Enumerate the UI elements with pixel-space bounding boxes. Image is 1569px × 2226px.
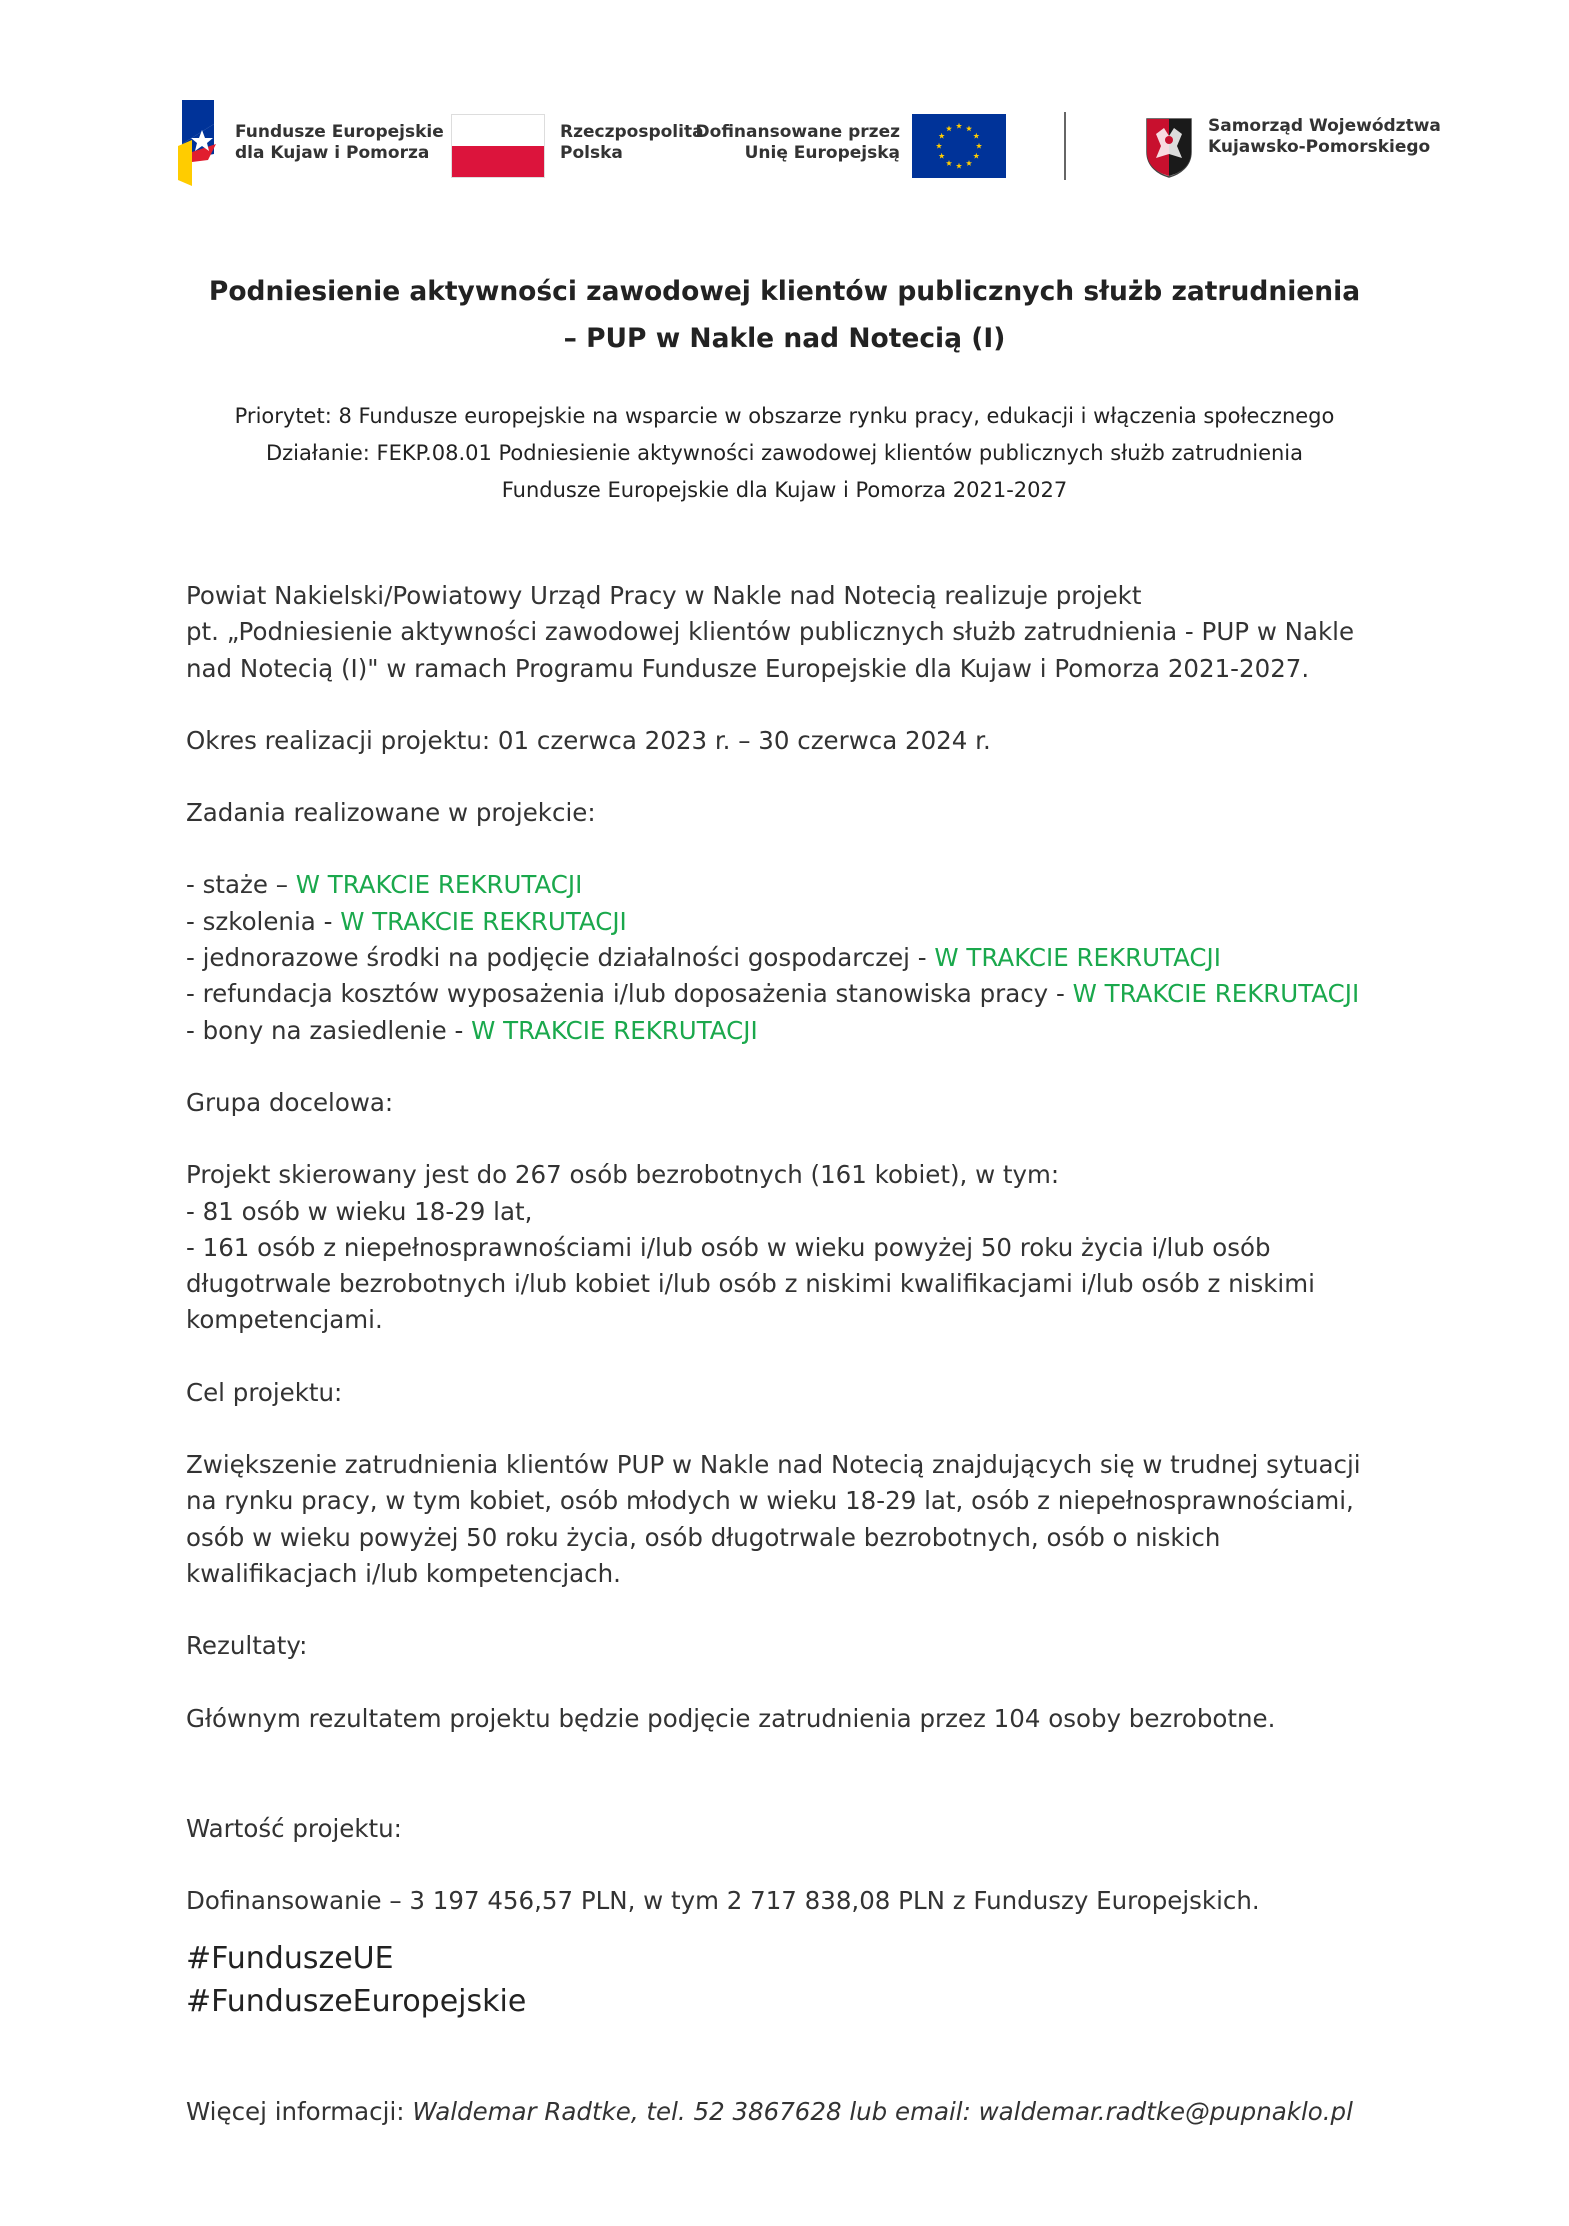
contact-details: Waldemar Radtke, tel. 52 3867628 lub email: waldemar.radtke@pupnaklo.pl xyxy=(412,2097,1353,2127)
logo-divider xyxy=(1064,112,1066,180)
logo-bar xyxy=(0,100,1569,190)
results-line: Głównym rezultatem projektu będzie podjęcie zatrudnienia przez 104 osoby bezrobotne. xyxy=(186,1703,1276,1733)
task-status: W TRAKCIE REKRUTACJI xyxy=(934,943,1221,973)
task-item: - szkolenia - W TRAKCIE REKRUTACJI xyxy=(186,906,627,936)
goal-heading: Cel projektu: xyxy=(186,1377,343,1407)
kujawsko-pomorskie-crest-icon xyxy=(1144,116,1194,178)
document-title-line2: – PUP w Nakle nad Notecią (I) xyxy=(563,323,1006,354)
task-status: W TRAKCIE REKRUTACJI xyxy=(295,870,583,900)
task-item: - bony na zasiedlenie - W TRAKCIE REKRUTACJI xyxy=(186,1015,758,1045)
rp-logo-line2: Polska xyxy=(560,143,623,163)
sw-logo-line2: Kujawsko-Pomorskiego xyxy=(1208,137,1431,157)
goal-line4: kwalifikacjach i/lub kompetencjach. xyxy=(186,1558,621,1588)
target-line2: - 81 osób w wieku 18-29 lat, xyxy=(186,1196,533,1226)
goal-line1: Zwiększenie zatrudnienia klientów PUP w Nakle nad Notecią znajdujących się w trudnej sytuacji xyxy=(186,1450,1361,1480)
contact-label: Więcej informacji: xyxy=(186,2097,413,2127)
target-line5: kompetencjami. xyxy=(186,1305,383,1335)
target-line1: Projekt skierowany jest do 267 osób bezrobotnych (161 kobiet), w tym: xyxy=(186,1160,1060,1190)
hashtag: #FunduszeUE xyxy=(186,1941,394,1977)
fe-logo-line1: Fundusze Europejskie xyxy=(235,122,444,142)
fundusze-europejskie-logo-text xyxy=(235,122,444,164)
hashtags xyxy=(186,1937,1406,2023)
sw-logo-line1: Samorząd Województwa xyxy=(1208,116,1441,136)
target-heading: Grupa docelowa: xyxy=(186,1087,394,1117)
rp-logo-line1: Rzeczpospolita xyxy=(560,122,704,142)
results-heading: Rezultaty: xyxy=(186,1631,308,1661)
eu-logo-line1: Dofinansowane przez xyxy=(695,122,900,142)
hashtag: #FunduszeEuropejskie xyxy=(186,1984,527,2020)
document-title xyxy=(0,268,1569,362)
document-body xyxy=(186,578,1406,2131)
fundusze-europejskie-logo-icon xyxy=(178,100,220,186)
project-period: Okres realizacji projektu: 01 czerwca 2023 r. – 30 czerwca 2024 r. xyxy=(186,725,991,755)
poland-flag-icon xyxy=(451,114,545,178)
eu-flag-icon xyxy=(912,114,1006,178)
value-heading: Wartość projektu: xyxy=(186,1813,402,1843)
value-line: Dofinansowanie – 3 197 456,57 PLN, w tym 2 717 838,08 PLN z Funduszy Europejskich. xyxy=(186,1886,1260,1916)
task-item: - refundacja kosztów wyposażenia i/lub doposażenia stanowiska pracy - W TRAKCIE REKRUTACJI xyxy=(186,979,1360,1009)
intro-line1: Powiat Nakielski/Powiatowy Urząd Pracy w Nakle nad Notecią realizuje projekt xyxy=(186,581,1142,610)
program-line: Fundusze Europejskie dla Kujaw i Pomorza 2021-2027 xyxy=(501,478,1068,502)
task-item: - jednorazowe środki na podjęcie działalności gospodarczej - W TRAKCIE REKRUTACJI xyxy=(186,943,1221,973)
tasks-heading: Zadania realizowane w projekcie: xyxy=(186,798,596,828)
task-status: W TRAKCIE REKRUTACJI xyxy=(340,906,627,936)
task-status: W TRAKCIE REKRUTACJI xyxy=(471,1015,758,1045)
intro-line3: nad Notecią (I)" w ramach Programu Fundusze Europejskie dla Kujaw i Pomorza 2021-2027. xyxy=(186,653,1310,683)
action-line: Działanie: FEKP.08.01 Podniesienie aktywności zawodowej klientów publicznych służb zatrudnienia xyxy=(265,441,1304,465)
eu-logo-line2: Unię Europejską xyxy=(744,143,900,163)
eu-cofinanced-logo-text xyxy=(600,122,900,164)
priority-line: Priorytet: 8 Fundusze europejskie na wsparcie w obszarze rynku pracy, edukacji i włączenia społecznego xyxy=(234,404,1335,428)
intro-line2: pt. „Podniesienie aktywności zawodowej klientów publicznych służb zatrudnienia - PUP w Nakle xyxy=(186,617,1355,647)
task-status: W TRAKCIE REKRUTACJI xyxy=(1072,979,1360,1009)
samorzad-logo-text xyxy=(1208,116,1441,158)
goal-line3: osób w wieku powyżej 50 roku życia, osób długotrwale bezrobotnych, osób o niskich xyxy=(186,1522,1221,1552)
target-line3: - 161 osób z niepełnosprawnościami i/lub osób w wieku powyżej 50 roku życia i/lub osób xyxy=(186,1232,1271,1262)
fe-logo-line2: dla Kujaw i Pomorza xyxy=(235,143,430,163)
document-title-line1: Podniesienie aktywności zawodowej klientów publicznych służb zatrudnienia xyxy=(208,276,1361,307)
goal-line2: na rynku pracy, w tym kobiet, osób młodych w wieku 18-29 lat, osób z niepełnosprawnościami, xyxy=(186,1486,1354,1516)
task-item: - staże – W TRAKCIE REKRUTACJI xyxy=(186,870,583,900)
program-info xyxy=(0,398,1569,509)
contact-info xyxy=(186,2094,1406,2130)
target-line4: długotrwale bezrobotnych i/lub kobiet i/lub osób z niskimi kwalifikacjami i/lub osób z niskimi xyxy=(186,1269,1315,1299)
